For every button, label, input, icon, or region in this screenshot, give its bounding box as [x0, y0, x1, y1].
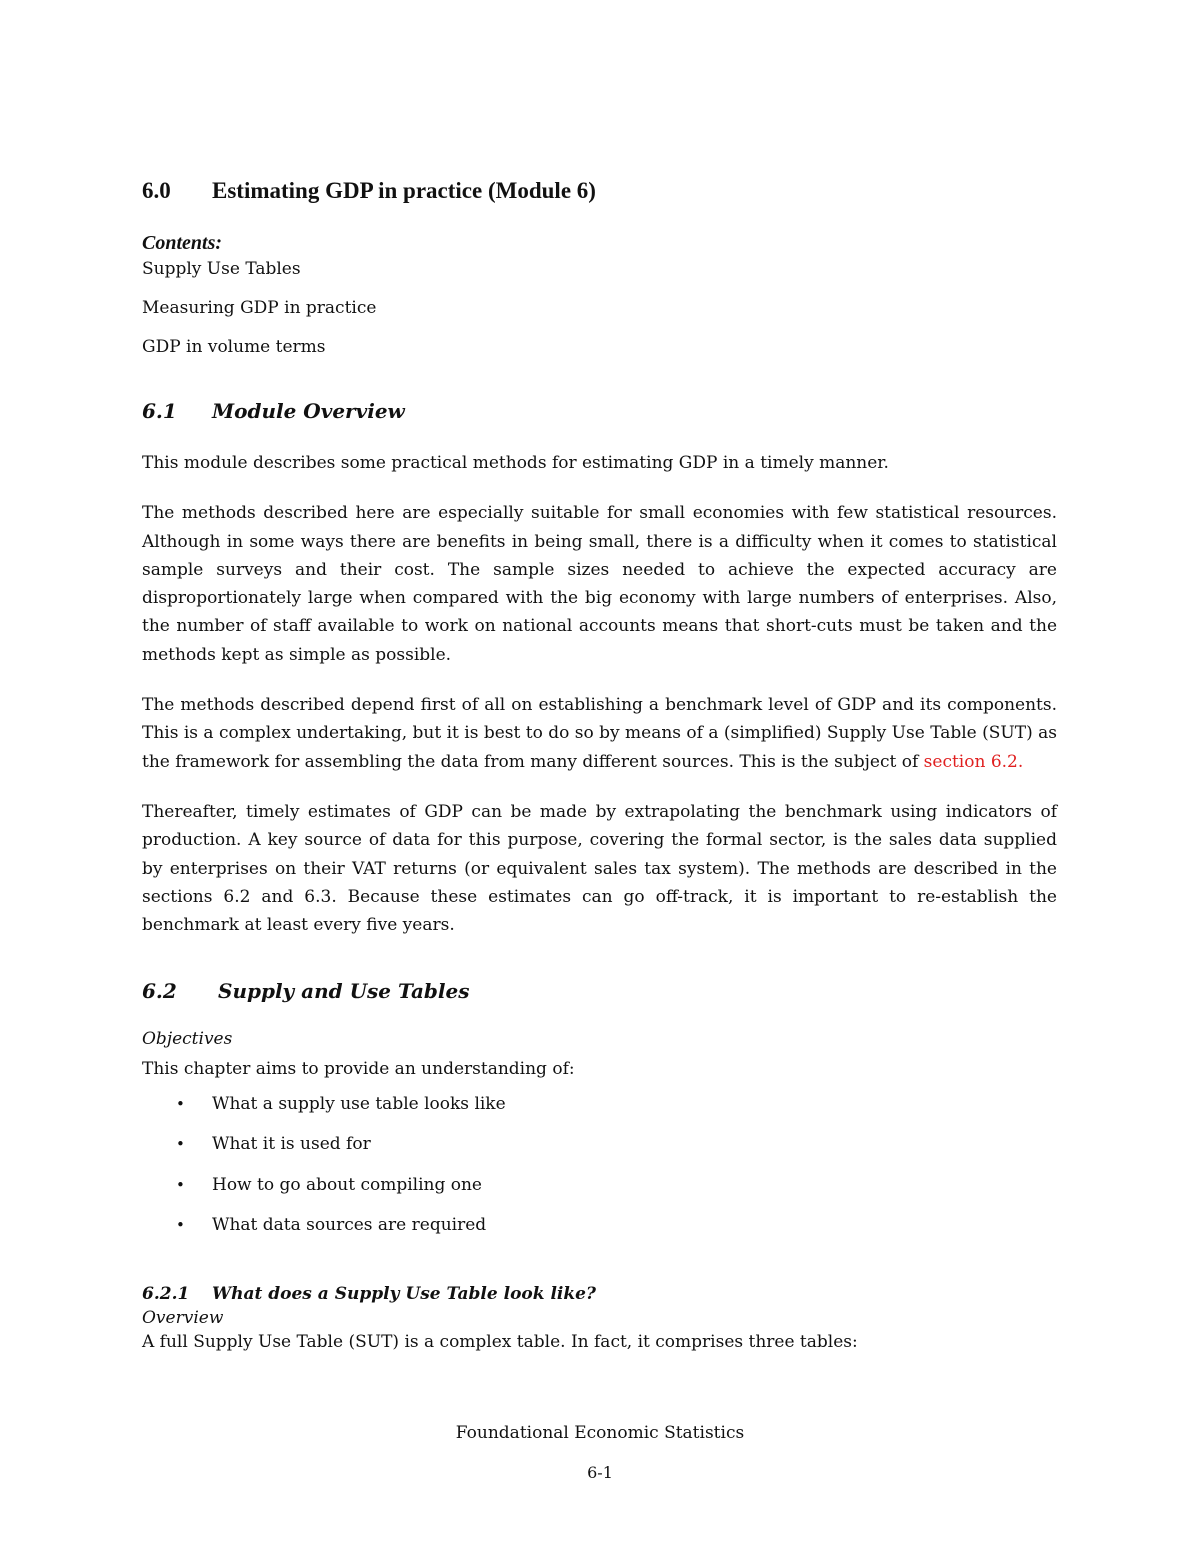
- bullet-icon: •: [176, 1175, 185, 1194]
- overview-label: Overview: [142, 1307, 224, 1328]
- contents-item: GDP in volume terms: [142, 337, 326, 357]
- contents-label: Contents:: [142, 232, 223, 254]
- list-item: • What data sources are required: [142, 1215, 1057, 1256]
- overview-paragraph: This module describes some practical methods for estimating GDP in a timely manner.: [142, 453, 889, 473]
- list-item: • How to go about compiling one: [142, 1175, 1057, 1216]
- benchmark-text: The methods described depend first of all on establishing a benchmark level of GDP and its components. This is a complex undertaking, but it is best to do so by means of a (simplified) Supply Use Table (SUT) as the framework for assembling the data from many different sources. This is the subject of: [142, 695, 1057, 772]
- bullet-icon: •: [176, 1216, 185, 1235]
- module-title: Estimating GDP in practice (Module 6): [212, 178, 596, 203]
- section-title: What does a Supply Use Table look like?: [212, 1283, 596, 1304]
- objectives-list: [142, 1094, 1057, 1256]
- contents-item: Supply Use Tables: [142, 259, 301, 279]
- objectives-intro: This chapter aims to provide an understanding of:: [142, 1059, 575, 1080]
- module-heading: [142, 178, 1057, 204]
- section-number: 6.1: [142, 399, 177, 423]
- objectives-label: Objectives: [142, 1029, 233, 1050]
- list-item: • What it is used for: [142, 1134, 1057, 1175]
- section-6-1-heading: [142, 399, 1057, 423]
- section-6-2-link[interactable]: section 6.2.: [923, 751, 1024, 772]
- methods-paragraph: The methods described here are especially suitable for small economies with few statistical resources. Although in some ways there are benefits in being small, there is a difficulty when it comes to statistical sample surveys and their cost. The sample sizes needed to achieve the expected accuracy are disproportionately large when compared with the big economy with large numbers of enterprises. Also, the number of staff available to work on national accounts means that short-cuts must be taken and the methods kept as simple as possible.: [142, 503, 1057, 665]
- section-title: Supply and Use Tables: [218, 979, 470, 1004]
- sut-intro-text: A full Supply Use Table (SUT) is a complex table. In fact, it comprises three tables:: [142, 1331, 858, 1352]
- bullet-icon: •: [176, 1094, 185, 1113]
- benchmark-paragraph: [142, 691, 1057, 776]
- list-item: • What a supply use table looks like: [142, 1094, 1057, 1135]
- module-number: 6.0: [142, 178, 171, 203]
- contents-item: Measuring GDP in practice: [142, 298, 377, 318]
- section-title: Module Overview: [212, 399, 405, 423]
- footer-title: Foundational Economic Statistics: [455, 1423, 745, 1443]
- bullet-icon: •: [176, 1135, 185, 1154]
- page-number: 6-1: [587, 1463, 613, 1482]
- extrapolation-paragraph: Thereafter, timely estimates of GDP can be made by extrapolating the benchmark using indicators of production. A key source of data for this purpose, covering the formal sector, is the sales data supplied by enterprises on their VAT returns (or equivalent sales tax system). The methods are described in the sections 6.2 and 6.3. Because these estimates can go off-track, it is important to re-establish the benchmark at least every five years.: [142, 801, 1057, 936]
- section-number: 6.2.1: [142, 1283, 190, 1304]
- section-6-2-heading: [142, 979, 1057, 1003]
- section-number: 6.2: [142, 979, 177, 1004]
- section-6-2-1-heading: [142, 1284, 1057, 1304]
- page-content: [142, 178, 1057, 1356]
